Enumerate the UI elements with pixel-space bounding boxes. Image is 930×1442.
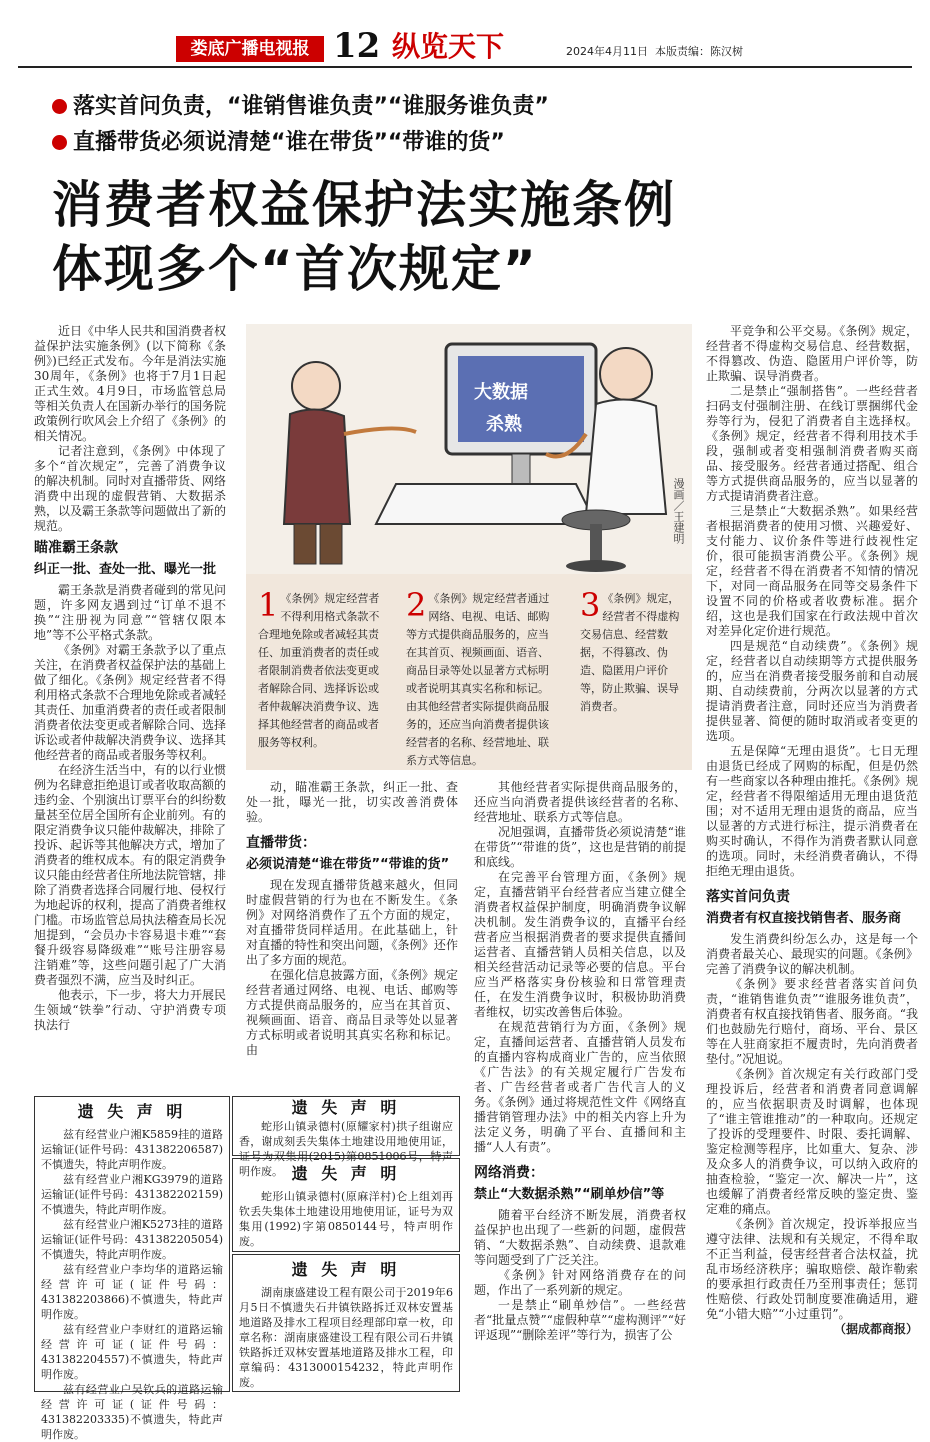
notice-title: 遗 失 声 明	[291, 1164, 401, 1183]
paragraph: 他表示，下一步，将大力开展民生领域“铁拳”行动、守护消费专项执法行	[34, 988, 227, 1032]
paragraph: 三是禁止“大数据杀熟”。如果经营者根据消费者的使用习惯、兴趣爱好、支付能力、议价条件等进行歧视性定价，很可能损害消费公平。《条例》规定，经营者不得在消费者不知情的情况下，对同一商品服务在同等交易条件下设置不同的价格或者收费标准。据介绍，这也是我们国家在行政法规中首次对差异化定价进行规范。	[706, 504, 918, 638]
section-heading: 瞄准霸王条款	[34, 540, 118, 556]
highlight-1	[258, 586, 388, 752]
notice-box-2	[232, 1096, 460, 1178]
paragraph: 《条例》首次规定，投诉举报应当遵守法律、法规和有关规定，不得牟取不正当利益，侵害经营者合法权益，扰乱市场经济秩序；骗取赔偿、敲诈勒索的要承担行政责任乃至刑事责任；惩罚性赔偿、行政处罚制度要准确适用，避免“小错大赔”“小过重罚”。	[706, 1217, 918, 1321]
paragraph: 五是保障“无理由退货”。七日无理由退货已经成了网购的标配，但是仍然有一些商家以各种理由推托。《条例》规定，经营者不得限缩适用无理由退货范围；对不适用无理由退货的商品，应当以显著的方式进行标注，提示消费者在购买时确认，不得作为消费者默认同意的选项。同时，未经消费者确认，不得拒绝无理由退货。	[706, 744, 918, 878]
paragraph: 况旭强调，直播带货必须说清楚“谁在带货”“带谁的货”，这也是营销的前提和底线。	[474, 825, 686, 869]
paragraph: 现在发现直播带货越来越火，但同时虚假营销的行为也在不断发生。《条例》对网络消费作了五个方面的规定，对直播带货同样适用。在此基础上，针对直播的特性和突出问题，《条例》还作出了多方面的规范。	[246, 878, 458, 967]
page-number: 12	[333, 26, 381, 66]
section-heading: 网络消费：	[474, 1165, 544, 1181]
article-column-1	[34, 324, 226, 1064]
notice-box-3	[232, 1158, 460, 1252]
page-editor: 本版责编：陈汉树	[655, 45, 743, 58]
paragraph: 《条例》对霸王条款予以了重点关注，在消费者权益保护法的基础上做了细化。《条例》规定经营者不得利用格式条款不合理地免除或者减轻其责任、加重消费者的责任或者限制消费者依法变更或者解除合同、选择诉讼或者仲裁解决消费争议、选择其他经营者的商品或者服务等权利。	[34, 643, 227, 762]
notice-title: 遗 失 声 明	[77, 1102, 187, 1121]
article-column-3	[474, 780, 686, 1395]
subhead-2: 直播带货必须说清楚“谁在带货”“带谁的货”	[52, 128, 505, 158]
paragraph: 其他经营者实际提供商品服务的，还应当向消费者提供该经营者的名称、经营地址、联系方式等信息。	[474, 780, 686, 824]
paragraph: 一是禁止“刷单炒信”。一些经营者“批量点赞”“虚假种草”“虚构测评”“好评返现”“删除差评”等行为，损害了公	[474, 1298, 686, 1342]
paper-name: 娄底广播电视报	[176, 36, 324, 62]
notice-box-4	[232, 1254, 460, 1392]
masthead-meta	[566, 43, 743, 59]
notice-title: 遗 失 声 明	[291, 1098, 401, 1117]
subhead-1: 落实首问负责，“谁销售谁负责”“谁服务谁负责”	[52, 92, 549, 122]
cartoon-illustration	[246, 324, 692, 574]
notice-text: 蛇形山镇录德村(原麻洋村)仑上组刘再钦丢失集体土地建设用地使用证，证号为双集用(1992)字第0850144号，特声明作废。	[239, 1190, 453, 1248]
highlight-number: 1	[258, 586, 279, 624]
paragraph: 四是规范“自动续费”。《条例》规定，经营者以自动续期等方式提供服务的，应当在消费者接受服务前和自动展期、自动续费前，分两次以显著的方式提请消费者注意，同时还应当为消费者提供显著、简便的随时取消或者变更的选项。	[706, 639, 918, 743]
section-subheading: 必须说清楚“谁在带货”“带谁的货”	[246, 857, 450, 872]
bullet-dot	[52, 135, 67, 150]
paragraph: 在完善平台管理方面，《条例》规定，直播营销平台经营者应当建立健全消费者权益保护制度，明确消费争议解决机制。发生消费争议的，直播平台经营者应当根据消费者的要求提供直播间运营者、直播营销人员相关信息，以及相关经营活动记录等必要的信息。平台应当严格落实身份核验和日常管理责任，在发生消费争议时，积极协助消费者维权，切实改善售后体验。	[474, 870, 686, 1019]
paragraph: 在规范营销行为方面，《条例》规定，直播间运营者、直播营销人员发布的直播内容构成商业广告的，应当依照《广告法》的有关规定履行广告发布者、广告经营者或者广告代言人的义务。《条例》通过将规范性文件《网络直播营销管理办法》中的相关内容上升为法定义务，明确了平台、直播间和主播“人人有责”。	[474, 1020, 686, 1154]
cartoon-drawing	[246, 324, 692, 574]
notice-box-1	[34, 1096, 230, 1441]
issue-date: 2024年4月11日	[566, 45, 648, 58]
paragraph: 《条例》针对网络消费存在的问题，作出了一系列新的规定。	[474, 1268, 686, 1297]
section-subheading: 纠正一批、查处一批、曝光一批	[34, 562, 217, 577]
section-subheading: 消费者有权直接找销售者、服务商	[706, 911, 902, 926]
notice-text: 兹有经营业户湘K5859挂的道路运输证(证件号码：431382206587)不慎遗失，特此声明作废。 兹有经营业户湘KG3979的道路运输证(证件号码：431382202159)不慎遗失，特此声明作废。 兹有经营业户湘K5273挂的道路运输证(证件号码：431382205054)不慎遗失，特此声明作废。 兹有经营业户李均华的道路运输经营许可证(证件号码：431382203866)不慎遗失，特此声明作废。 兹有经营业户李财红的道路运输经营许可证(证件号码：431382204557)不慎遗失，特此声明作废。 兹有经营业户吴钦兵的道路运输经营许可证(证件号码：431382203335)不慎遗失，特此声明作废。	[41, 1128, 223, 1441]
highlights-panel	[246, 574, 692, 770]
paragraph: 随着平台经济不断发展，消费者权益保护也出现了一些新的问题，虚假营销、“大数据杀熟”、自动续费、退款难等问题受到了广泛关注。	[474, 1208, 686, 1267]
paragraph: 动，瞄准霸王条款，纠正一批、查处一批，曝光一批，切实改善消费体验。	[246, 780, 458, 824]
paragraph: 二是禁止“强制搭售”。一些经营者扫码支付强制注册、在线订票捆绑代金券等行为，侵犯了消费者自主选择权。《条例》规定，经营者不得利用技术手段，强制或者变相强制消费者购买商品、接受服务。经营者通过搭配、组合等方式提供商品服务的，应当以显著的方式提请消费者注意。	[706, 384, 918, 503]
paragraph: 发生消费纠纷怎么办，这是每一个消费者最关心、最现实的问题。《条例》完善了消费争议的解决机制。	[706, 932, 918, 976]
bullet-dot	[52, 99, 67, 114]
paragraph: 平竞争和公平交易。《条例》规定，经营者不得虚构交易信息、经营数据，不得篡改、伪造、隐匿用户评价等，防止欺骗、误导消费者。	[706, 324, 918, 383]
highlight-number: 2	[406, 586, 427, 624]
section-heading: 落实首问负责	[706, 889, 790, 905]
paragraph: 《条例》要求经营者落实首问负责，“谁销售谁负责”“谁服务谁负责”，消费者有权直接找销售者、服务商。“我们也鼓励先行赔付，商场、平台、景区等在人驻商家拒不履责时，先向消费者垫付。”况旭说。	[706, 977, 918, 1066]
headline-line-2: 体现多个“首次规定”	[52, 240, 538, 298]
screen-text-kill: 杀熟	[486, 414, 522, 435]
notice-title: 遗 失 声 明	[291, 1260, 401, 1279]
highlight-3	[580, 586, 680, 716]
paragraph: 记者注意到，《条例》中体现了多个“首次规定”，完善了消费争议的解决机制。同时对直播带货、网络消费中出现的虚假营销、大数据杀熟，以及霸王条款等问题做出了新的规范。	[34, 444, 227, 533]
notice-text: 湖南康盛建设工程有限公司于2019年6月5日不慎遗失石井镇铁路拆迁双林安置基地道路及排水工程项目经理部印章一枚，印章名称：湖南康盛建设工程有限公司石井镇铁路拆迁双林安置基地道路及排水工程，印章编码：4313000154232，特此声明作废。	[239, 1286, 453, 1389]
highlight-text: 《条例》规定经营者不得利用格式条款不合理地免除或者减轻其责任、加重消费者的责任或者限制消费者依法变更或者解除合同、选择诉讼或者仲裁解决消费争议、选择其他经营者的商品或者服务等权利。	[258, 592, 380, 749]
screen-text-big-data: 大数据	[474, 382, 528, 403]
highlight-text: 《条例》规定，经营者不得虚构交易信息、经营数据，不得篡改、伪造、隐匿用户评价等，防止欺骗、误导消费者。	[580, 592, 680, 713]
highlight-2	[406, 586, 556, 770]
paragraph: 近日《中华人民共和国消费者权益保护法实施条例》(以下简称《条例》)已经正式发布。今年是消法实施30周年，《条例》也将于7月1日起正式生效。4月9日，市场监管总局等相关负责人在国新办举行的国务院政策例行吹风会上介绍了《条例》的相关情况。	[34, 324, 227, 443]
notice-text: 蛇形山镇录德村(原耀家村)拱子组谢应香，谢成刻丢失集体土地建设用地使用证，证号为双集用(2015)第0851006号，特声明作废。	[239, 1120, 453, 1178]
section-heading: 直播带货：	[246, 835, 316, 851]
headline-line-1: 消费者权益保护法实施条例	[52, 176, 676, 234]
article-column-2	[246, 780, 458, 1090]
article-source: （据成都商报）	[833, 1322, 918, 1336]
paragraph: 在强化信息披露方面，《条例》规定经营者通过网络、电视、电话、邮购等方式提供商品服务的，应当在其首页、视频画面、语音、商品目录等处以显著方式标明或者说明其真实名称和标记。由	[246, 968, 458, 1057]
article-column-4	[706, 324, 918, 1396]
paragraph: 《条例》首次规定有关行政部门受理投诉后，经营者和消费者同意调解的，应当依据职责及时调解，也体现了“谁主管谁推动”的一种取向。还规定了投诉的受理要件、时限、委托调解、鉴定检测等程序，比如重大、复杂、涉及众多人的消费争议，可以纳入政府的抽查检验，“鉴定一次、解决一片”，这也缓解了消费者经常反映的鉴定贵、鉴定难的痛点。	[706, 1067, 918, 1216]
paragraph: 霸王条款是消费者碰到的常见问题，许多网友遇到过“订单不退不换”“注册视为同意”“管辖仅限本地”等不公平格式条款。	[34, 583, 227, 642]
section-title: 纵览天下	[392, 30, 505, 63]
highlight-number: 3	[580, 586, 601, 624]
paragraph: 在经济生活当中，有的以行业惯例为名肆意拒绝退订或者收取高额的违约金、个别演出订票平台的纠纷数量甚至位居全国所有企业前列。有的限定消费争议只能仲裁解决，排除了投诉、起诉等其他解决方式，增加了消费者的维权成本。有的限定消费争议只能由经营者住所地法院管辖，排除了消费者选择合同履行地、侵权行为地起诉的权利，提高了消费者维权门槛。市场监管总局执法稽查局长况旭提到，“会员办卡容易退卡难”“套餐升级容易降级难”“账号注册容易注销难”等，这些问题引起了广大消费者强烈不满，应当及时纠正。	[34, 763, 227, 987]
section-subheading: 禁止“大数据杀熟”“刷单炒信”等	[474, 1187, 665, 1202]
cartoon-credit: 漫画／王建明	[672, 478, 685, 544]
highlight-text: 《条例》规定经营者通过网络、电视、电话、邮购等方式提供商品服务的，应当在其首页、视频画面、语音、商品目录等处以显著方式标明或者说明其真实名称和标记。由其他经营者实际提供商品服务的，还应当向消费者提供该经营者的名称、经营地址、联系方式等信息。	[406, 592, 550, 767]
